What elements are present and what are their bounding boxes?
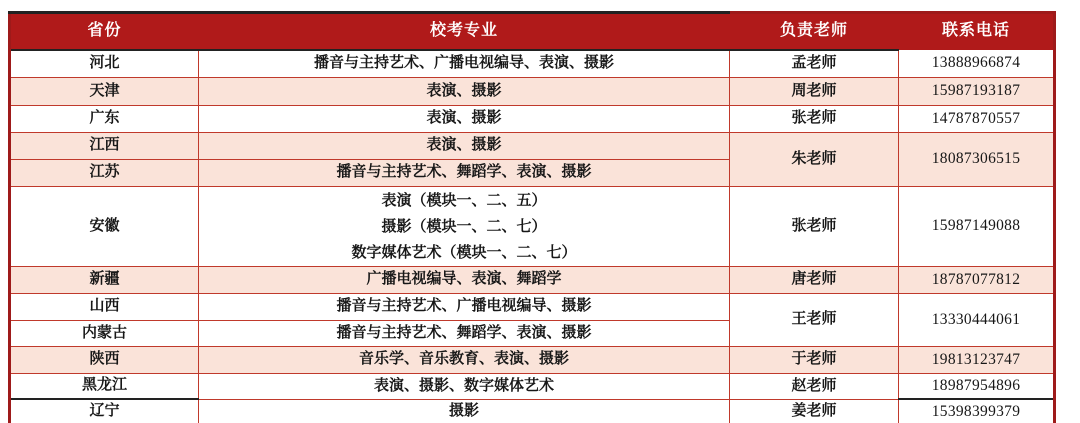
cell-province: 江西 [10, 133, 199, 160]
cell-province: 天津 [10, 78, 199, 106]
cell-teacher: 周老师 [730, 78, 899, 106]
cell-teacher: 唐老师 [730, 267, 899, 294]
cell-province: 黑龙江 [10, 374, 199, 400]
cell-phone-merged: 18087306515 [899, 133, 1055, 187]
table-row-xinjiang [10, 267, 1055, 294]
cell-phone: 15987149088 [899, 187, 1055, 267]
cell-province: 河北 [10, 50, 199, 78]
cell-phone: 14787870557 [899, 106, 1055, 133]
majors-line: 表演（模块一、二、五） [381, 192, 547, 209]
cell-province: 陕西 [10, 347, 199, 374]
cell-province: 山西 [10, 294, 199, 321]
table-row-tianjin [10, 78, 1055, 106]
exam-contact-table [8, 11, 1056, 423]
header-cell-teacher: 负责老师 [730, 13, 899, 50]
cell-phone: 18787077812 [899, 267, 1055, 294]
table-row-heilongjiang [10, 374, 1055, 400]
cell-province: 内蒙古 [10, 321, 199, 347]
cell-phone: 19813123747 [899, 347, 1055, 374]
cell-majors: 摄影 [199, 399, 730, 423]
cell-phone: 15987193187 [899, 78, 1055, 106]
cell-teacher: 于老师 [730, 347, 899, 374]
cell-majors: 播音与主持艺术、广播电视编导、摄影 [199, 294, 730, 321]
majors-line: 摄影（模块一、二、七） [381, 218, 547, 235]
header-cell-phone: 联系电话 [899, 13, 1055, 50]
cell-province: 辽宁 [10, 399, 199, 423]
cell-phone: 18987954896 [899, 374, 1055, 400]
cell-majors: 表演、摄影 [199, 78, 730, 106]
cell-teacher: 张老师 [730, 187, 899, 267]
cell-majors: 音乐学、音乐教育、表演、摄影 [199, 347, 730, 374]
cell-majors: 广播电视编导、表演、舞蹈学 [199, 267, 730, 294]
cell-province: 江苏 [10, 160, 199, 187]
cell-phone: 13888966874 [899, 50, 1055, 78]
table-row-guangdong [10, 106, 1055, 133]
cell-teacher: 赵老师 [730, 374, 899, 400]
table-row-shaanxi [10, 347, 1055, 374]
cell-majors: 表演、摄影、数字媒体艺术 [199, 374, 730, 400]
cell-province: 安徽 [10, 187, 199, 267]
cell-majors: 表演、摄影 [199, 106, 730, 133]
cell-province: 新疆 [10, 267, 199, 294]
header-cell-majors: 校考专业 [199, 13, 730, 50]
cell-phone-merged: 13330444061 [899, 294, 1055, 347]
header-row [10, 13, 1055, 50]
cell-teacher-merged: 朱老师 [730, 133, 899, 187]
table-row-hebei [10, 50, 1055, 78]
header-cell-province: 省份 [10, 13, 199, 50]
cell-teacher: 张老师 [730, 106, 899, 133]
table-row-liaoning [10, 399, 1055, 423]
majors-line: 数字媒体艺术（模块一、二、七） [351, 244, 577, 261]
cell-teacher: 姜老师 [730, 399, 899, 423]
table-row-anhui [10, 187, 1055, 267]
cell-majors [199, 187, 730, 267]
cell-teacher-merged: 王老师 [730, 294, 899, 347]
cell-teacher: 孟老师 [730, 50, 899, 78]
cell-province: 广东 [10, 106, 199, 133]
table-row-shanxi [10, 294, 1055, 321]
cell-majors: 播音与主持艺术、舞蹈学、表演、摄影 [199, 160, 730, 187]
cell-majors: 播音与主持艺术、舞蹈学、表演、摄影 [199, 321, 730, 347]
cell-phone: 15398399379 [899, 399, 1055, 423]
cell-majors: 表演、摄影 [199, 133, 730, 160]
table-row-jiangxi [10, 133, 1055, 160]
cell-majors: 播音与主持艺术、广播电视编导、表演、摄影 [199, 50, 730, 78]
